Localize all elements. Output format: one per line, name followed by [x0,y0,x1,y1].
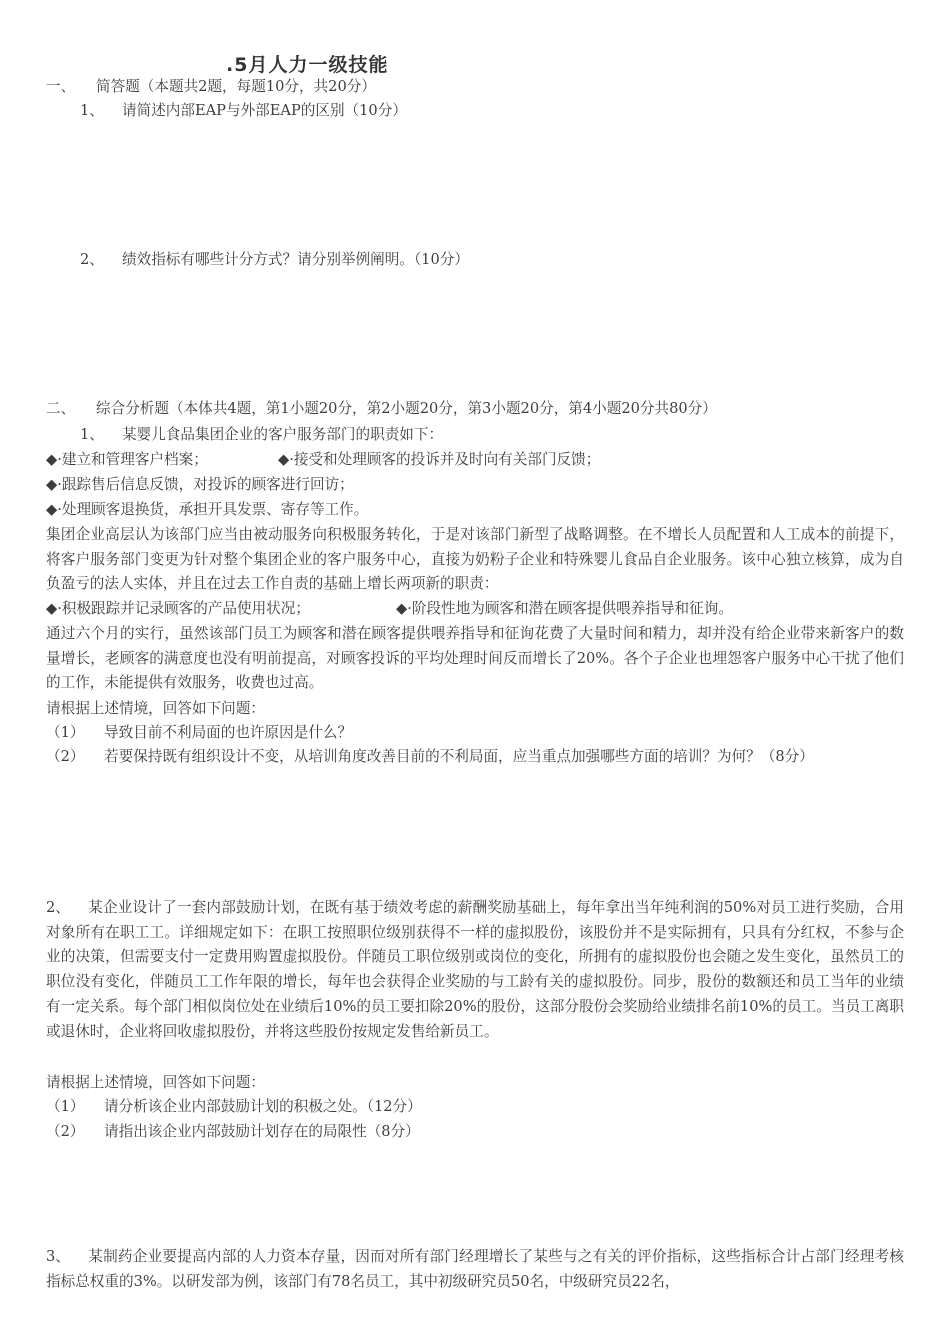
s2-q2-sub-2 [46,1122,420,1142]
s2-q1-sub-1 [46,723,352,743]
section2-number: 二、 [46,400,76,417]
section2-heading [46,399,717,419]
s2-q1-paragraph-1: 集团企业高层认为该部门应当由被动服务向积极服务转化，于是对该部门新型了战略调整。在不增长人员配置和人工成本的前提下，将客户服务部门变更为针对整个集团企业的客户服务中心，直接为奶粉子企业和特殊婴儿食品自企业服务。该中心独立核算，成为自负盈亏的法人实体，并且在过去工作自责的基础上增长两项新的职责： [46,526,904,593]
bullet-row-2 [46,475,354,495]
sub-number: （2） [46,1123,85,1140]
sub-number: （1） [46,724,85,741]
s2-q2-ask: 请根据上述情境，回答如下问题： [46,1074,265,1091]
s2-q1-sub-2 [46,745,904,770]
sub-text: 若要保持既有组织设计不变，从培训角度改善目前的不利局面，应当重点加强哪些方面的培训？为何？（8分） [104,748,814,765]
s2-q1-paragraph-2: 通过六个月的实行，虽然该部门员工为顾客和潜在顾客提供喂养指导和征询花费了大量时间和精力，却并没有给企业带来新客户的数量增长，老顾客的满意度也没有明前提高，对顾客投诉的平均处理时间反而增长了20%。各个子企业也埋怨客户服务中心干扰了他们的工作，未能提供有效服务，收费也过高。 [46,625,904,692]
page-title: .5月人力一级技能 [226,54,389,76]
s2-q2-paragraph: 某企业设计了一套内部鼓励计划，在既有基于绩效考虑的薪酬奖励基础上，每年拿出当年纯利润的50%对员工进行奖励，合用对象所有在职工工。详细规定如下：在职工按照职位级别获得不一样的虚拟股份，该股份并不是实际拥有，只具有分红权，不参与企业的决策，但需要支付一定费用购置虚拟股份。伴随员工职位级别或岗位的变化，所拥有的虚拟股份也会随之发生变化，虽然员工的职位没有变化，伴随员工工作年限的增长，每年也会获得企业奖励的与工龄有关的虚拟股份。同步，股份的数额还和员工当年的业绩有一定关系。每个部门相似岗位处在业绩后10%的员工要扣除20%的股份，这部分股份会奖励给业绩排名前10%的员工。当员工离职或退休时，企业将回收虚拟股份，并将这些股份按规定发售给新员工。 [46,899,904,1040]
sub-text: 导致目前不利局面的也许原因是什么？ [104,724,353,741]
s1-q2-number: 2、 [80,251,104,268]
section2-heading-text: 综合分析题（本体共4题，第1小题20分，第2小题20分，第3小题20分，第4小题20分共80分） [96,400,717,417]
sub-text: 请分析该企业内部鼓励计划的积极之处。（12分） [104,1098,422,1115]
bullet-row-1 [46,450,600,470]
s2-q1-number: 1、 [80,426,104,443]
bullet-item: ◆·阶段性地为顾客和潜在顾客提供喂养指导和征询。 [396,600,733,617]
s1-question-1 [80,101,407,121]
bullet-item: ◆·接受和处理顾客的投诉并及时向有关部门反馈； [278,451,601,468]
s2-question-1 [80,425,443,445]
s2-q1-ask: 请根据上述情境，回答如下问题： [46,700,265,717]
s2-q1-intro: 某婴儿食品集团企业的客户服务部门的职责如下： [122,426,444,443]
s2-question-2 [46,896,904,1044]
s2-q3-paragraph: 某制药企业要提高内部的人力资本存量，因而对所有部门经理增长了某些与之有关的评价指标，这些指标合计占部门经理考核指标总权重的3%。以研发部为例，该部门有78名员工，其中初级研究员50名，中级研究员22名， [46,1248,904,1290]
bullet-item: ◆·处理顾客退换货，承担开具发票、寄存等工作。 [46,501,369,518]
s2-q2-number: 2、 [46,899,70,916]
s1-q1-number: 1、 [80,102,104,119]
bullet-item: ◆·跟踪售后信息反馈，对投诉的顾客进行回访； [46,476,354,493]
bullet-row-4 [46,599,733,619]
s2-q3-number: 3、 [46,1248,70,1265]
section1-number: 一、 [46,78,76,95]
s2-q2-sub-1 [46,1097,422,1117]
sub-text: 请指出该企业内部鼓励计划存在的局限性（8分） [104,1123,420,1140]
s1-q1-text: 请简述内部EAP与外部EAP的区别（10分） [122,102,407,119]
bullet-row-3 [46,500,368,520]
s1-question-2 [80,250,469,270]
section1-heading [46,77,376,97]
bullet-item: ◆·建立和管理客户档案； [46,451,208,468]
s1-q2-text: 绩效指标有哪些计分方式？请分别举例阐明。（10分） [122,251,469,268]
sub-number: （1） [46,1098,85,1115]
bullet-item: ◆·积极跟踪并记录顾客的产品使用状况； [46,600,310,617]
s2-question-3 [46,1245,904,1294]
section1-heading-text: 简答题（本题共2题，每题10分，共20分） [96,78,376,95]
sub-number: （2） [46,748,85,765]
